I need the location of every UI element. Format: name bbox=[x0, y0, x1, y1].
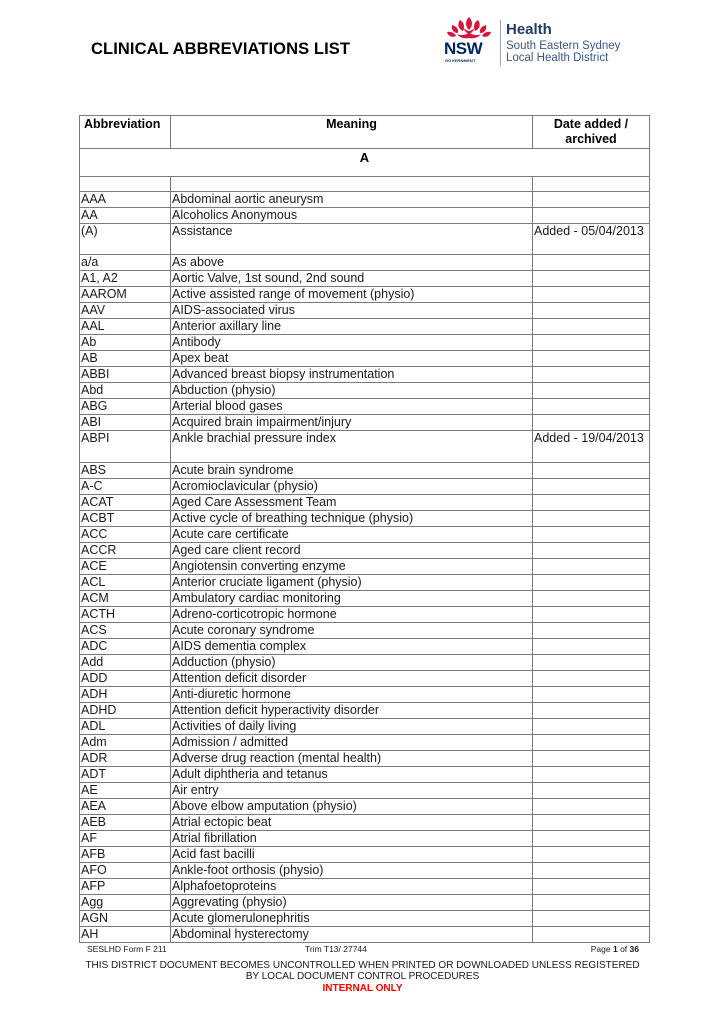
table-row bbox=[80, 335, 650, 351]
table-row bbox=[80, 494, 650, 510]
column-header-date: Date added / archived bbox=[533, 116, 650, 149]
abbreviation-cell: AF bbox=[80, 830, 171, 846]
column-header-meaning: Meaning bbox=[171, 116, 533, 149]
meaning-cell: Acquired brain impairment/injury bbox=[171, 415, 533, 431]
meaning-cell: Activities of daily living bbox=[171, 718, 533, 734]
abbreviation-cell: Add bbox=[80, 654, 171, 670]
date-cell: Added - 19/04/2013 bbox=[533, 431, 650, 462]
abbreviations-table bbox=[79, 115, 650, 943]
date-cell bbox=[533, 766, 650, 782]
date-cell bbox=[533, 526, 650, 542]
meaning-cell: Adverse drug reaction (mental health) bbox=[171, 750, 533, 766]
date-cell: Added - 05/04/2013 bbox=[533, 224, 650, 255]
date-cell bbox=[533, 415, 650, 431]
date-cell bbox=[533, 478, 650, 494]
date-cell bbox=[533, 335, 650, 351]
classification-label: INTERNAL ONLY bbox=[322, 983, 403, 994]
footer-notice-line1: THIS DISTRICT DOCUMENT BECOMES UNCONTROLLED WHEN PRINTED OR DOWNLOADED UNLESS REGISTERED bbox=[85, 960, 640, 971]
abbreviation-cell: AFP bbox=[80, 878, 171, 894]
date-cell bbox=[533, 606, 650, 622]
meaning-cell: Antibody bbox=[171, 335, 533, 351]
abbreviation-cell: AA bbox=[80, 208, 171, 224]
abbreviation-cell: ADH bbox=[80, 686, 171, 702]
date-cell bbox=[533, 287, 650, 303]
abbreviation-cell: ABS bbox=[80, 462, 171, 478]
blank-row bbox=[80, 177, 650, 192]
abbreviation-cell: Adm bbox=[80, 734, 171, 750]
table-body bbox=[80, 149, 650, 943]
table-row bbox=[80, 686, 650, 702]
table-row bbox=[80, 574, 650, 590]
blank-cell bbox=[171, 177, 533, 192]
table-row bbox=[80, 606, 650, 622]
meaning-cell: Assistance bbox=[171, 224, 533, 255]
date-cell bbox=[533, 574, 650, 590]
abbreviation-cell: AB bbox=[80, 351, 171, 367]
date-cell bbox=[533, 510, 650, 526]
date-cell bbox=[533, 830, 650, 846]
abbreviation-cell: ADR bbox=[80, 750, 171, 766]
abbreviation-cell: ABI bbox=[80, 415, 171, 431]
abbreviation-cell: ABBI bbox=[80, 367, 171, 383]
date-cell bbox=[533, 399, 650, 415]
abbreviation-cell: Abd bbox=[80, 383, 171, 399]
table-row bbox=[80, 782, 650, 798]
abbreviation-cell: A1, A2 bbox=[80, 271, 171, 287]
table-row bbox=[80, 862, 650, 878]
date-cell bbox=[533, 271, 650, 287]
meaning-cell: Anterior axillary line bbox=[171, 319, 533, 335]
footer-notice-line2: BY LOCAL DOCUMENT CONTROL PROCEDURES bbox=[245, 971, 480, 982]
table-row bbox=[80, 766, 650, 782]
abbreviation-cell: ACAT bbox=[80, 494, 171, 510]
meaning-cell: As above bbox=[171, 255, 533, 271]
abbreviation-cell: ADHD bbox=[80, 702, 171, 718]
date-cell bbox=[533, 542, 650, 558]
date-cell bbox=[533, 383, 650, 399]
table-row bbox=[80, 224, 650, 255]
meaning-cell: Adreno-corticotropic hormone bbox=[171, 606, 533, 622]
meaning-cell: Abdominal aortic aneurysm bbox=[171, 192, 533, 208]
meaning-cell: Aggrevating (physio) bbox=[171, 894, 533, 910]
table-row bbox=[80, 542, 650, 558]
table-row bbox=[80, 702, 650, 718]
table-row bbox=[80, 718, 650, 734]
abbreviation-cell: AAROM bbox=[80, 287, 171, 303]
footer-page-number bbox=[591, 944, 639, 954]
table-row bbox=[80, 638, 650, 654]
table-row bbox=[80, 510, 650, 526]
meaning-cell: Acute care certificate bbox=[171, 526, 533, 542]
date-cell bbox=[533, 654, 650, 670]
meaning-cell: Ankle brachial pressure index bbox=[171, 431, 533, 462]
meaning-cell: Acid fast bacilli bbox=[171, 846, 533, 862]
page-total: 36 bbox=[629, 944, 639, 954]
logo-government-text: GOVERNMENT bbox=[445, 58, 476, 63]
page-of: of bbox=[617, 944, 630, 954]
date-cell bbox=[533, 862, 650, 878]
date-cell bbox=[533, 351, 650, 367]
date-cell bbox=[533, 367, 650, 383]
abbreviation-cell: Ab bbox=[80, 335, 171, 351]
date-cell bbox=[533, 303, 650, 319]
meaning-cell: Abdominal hysterectomy bbox=[171, 926, 533, 942]
table-row bbox=[80, 367, 650, 383]
table-row bbox=[80, 734, 650, 750]
table-row bbox=[80, 798, 650, 814]
abbreviation-cell: AFO bbox=[80, 862, 171, 878]
table-row bbox=[80, 319, 650, 335]
section-letter: A bbox=[80, 149, 650, 177]
abbreviation-cell: AE bbox=[80, 782, 171, 798]
table-row bbox=[80, 590, 650, 606]
table-row bbox=[80, 192, 650, 208]
date-cell bbox=[533, 846, 650, 862]
page-prefix: Page bbox=[590, 944, 613, 954]
date-cell bbox=[533, 798, 650, 814]
date-cell bbox=[533, 670, 650, 686]
meaning-cell: Adduction (physio) bbox=[171, 654, 533, 670]
meaning-cell: Ambulatory cardiac monitoring bbox=[171, 590, 533, 606]
abbreviation-cell: AAL bbox=[80, 319, 171, 335]
page-current: 1 bbox=[612, 944, 618, 954]
abbreviation-cell: AEA bbox=[80, 798, 171, 814]
table-row bbox=[80, 462, 650, 478]
footer-trim-ref: Trim T13/ 27744 bbox=[305, 944, 367, 954]
meaning-cell: AIDS dementia complex bbox=[171, 638, 533, 654]
date-cell bbox=[533, 782, 650, 798]
abbreviation-cell: ABG bbox=[80, 399, 171, 415]
date-cell bbox=[533, 494, 650, 510]
date-cell bbox=[533, 718, 650, 734]
table-row bbox=[80, 622, 650, 638]
meaning-cell: Acromioclavicular (physio) bbox=[171, 478, 533, 494]
meaning-cell: Aged Care Assessment Team bbox=[171, 494, 533, 510]
abbreviation-cell: ACM bbox=[80, 590, 171, 606]
meaning-cell: Anti-diuretic hormone bbox=[171, 686, 533, 702]
abbreviation-cell: ACE bbox=[80, 558, 171, 574]
date-cell bbox=[533, 208, 650, 224]
meaning-cell: Aortic Valve, 1st sound, 2nd sound bbox=[171, 271, 533, 287]
date-cell bbox=[533, 878, 650, 894]
meaning-cell: Attention deficit disorder bbox=[171, 670, 533, 686]
meaning-cell: Angiotensin converting enzyme bbox=[171, 558, 533, 574]
abbreviation-cell: AFB bbox=[80, 846, 171, 862]
abbreviation-cell: AGN bbox=[80, 910, 171, 926]
logo-health-text: Health bbox=[506, 21, 552, 38]
abbreviation-cell: ACS bbox=[80, 622, 171, 638]
table-row bbox=[80, 670, 650, 686]
table-row bbox=[80, 415, 650, 431]
meaning-cell: Admission / admitted bbox=[171, 734, 533, 750]
meaning-cell: Active cycle of breathing technique (physio) bbox=[171, 510, 533, 526]
date-cell bbox=[533, 910, 650, 926]
table-header-row bbox=[80, 116, 650, 149]
footer-form-id: SESLHD Form F 211 bbox=[87, 944, 167, 954]
date-cell bbox=[533, 558, 650, 574]
abbreviation-cell: ACCR bbox=[80, 542, 171, 558]
table-row bbox=[80, 830, 650, 846]
table-row bbox=[80, 255, 650, 271]
meaning-cell: Alcoholics Anonymous bbox=[171, 208, 533, 224]
abbreviation-cell: ACTH bbox=[80, 606, 171, 622]
date-cell bbox=[533, 702, 650, 718]
table-row bbox=[80, 558, 650, 574]
date-cell bbox=[533, 319, 650, 335]
date-cell bbox=[533, 255, 650, 271]
date-cell bbox=[533, 462, 650, 478]
table-row bbox=[80, 303, 650, 319]
meaning-cell: Arterial blood gases bbox=[171, 399, 533, 415]
table-row bbox=[80, 526, 650, 542]
meaning-cell: Abduction (physio) bbox=[171, 383, 533, 399]
abbreviation-cell: A-C bbox=[80, 478, 171, 494]
logo-nsw-text: NSW bbox=[444, 39, 483, 58]
abbreviation-cell: ADD bbox=[80, 670, 171, 686]
table-row bbox=[80, 878, 650, 894]
table-row bbox=[80, 478, 650, 494]
table-row bbox=[80, 814, 650, 830]
abbreviation-cell: AEB bbox=[80, 814, 171, 830]
table-row bbox=[80, 208, 650, 224]
page-title: CLINICAL ABBREVIATIONS LIST bbox=[91, 40, 351, 58]
abbreviation-cell: Agg bbox=[80, 894, 171, 910]
date-cell bbox=[533, 814, 650, 830]
section-letter-row bbox=[80, 149, 650, 177]
date-cell bbox=[533, 750, 650, 766]
meaning-cell: Aged care client record bbox=[171, 542, 533, 558]
meaning-cell: Atrial fibrillation bbox=[171, 830, 533, 846]
meaning-cell: Atrial ectopic beat bbox=[171, 814, 533, 830]
logo-district-line1: South Eastern Sydney bbox=[506, 40, 621, 52]
abbreviation-cell: AAA bbox=[80, 192, 171, 208]
date-cell bbox=[533, 926, 650, 942]
meaning-cell: Apex beat bbox=[171, 351, 533, 367]
meaning-cell: Alphafoetoproteins bbox=[171, 878, 533, 894]
meaning-cell: Active assisted range of movement (physio) bbox=[171, 287, 533, 303]
nsw-health-logo bbox=[443, 14, 643, 70]
meaning-cell: Acute glomerulonephritis bbox=[171, 910, 533, 926]
table-row bbox=[80, 351, 650, 367]
logo-district-line2: Local Health District bbox=[506, 52, 609, 64]
date-cell bbox=[533, 686, 650, 702]
abbreviation-cell: ACBT bbox=[80, 510, 171, 526]
column-header-abbreviation: Abbreviation bbox=[80, 116, 171, 149]
abbreviation-cell: ADC bbox=[80, 638, 171, 654]
table-row bbox=[80, 287, 650, 303]
date-cell bbox=[533, 622, 650, 638]
meaning-cell: Acute coronary syndrome bbox=[171, 622, 533, 638]
logo-divider bbox=[500, 20, 501, 66]
table-row bbox=[80, 431, 650, 462]
table-row bbox=[80, 654, 650, 670]
abbreviation-cell: (A) bbox=[80, 224, 171, 255]
table-row bbox=[80, 399, 650, 415]
blank-cell bbox=[80, 177, 171, 192]
date-cell bbox=[533, 894, 650, 910]
abbreviation-cell: ACL bbox=[80, 574, 171, 590]
meaning-cell: Attention deficit hyperactivity disorder bbox=[171, 702, 533, 718]
table-row bbox=[80, 271, 650, 287]
abbreviation-cell: ABPI bbox=[80, 431, 171, 462]
date-cell bbox=[533, 638, 650, 654]
table-row bbox=[80, 926, 650, 942]
table-row bbox=[80, 383, 650, 399]
abbreviation-cell: AH bbox=[80, 926, 171, 942]
date-cell bbox=[533, 734, 650, 750]
abbreviation-cell: AAV bbox=[80, 303, 171, 319]
table-row bbox=[80, 750, 650, 766]
blank-cell bbox=[533, 177, 650, 192]
table-row bbox=[80, 894, 650, 910]
meaning-cell: Anterior cruciate ligament (physio) bbox=[171, 574, 533, 590]
date-cell bbox=[533, 590, 650, 606]
meaning-cell: Above elbow amputation (physio) bbox=[171, 798, 533, 814]
meaning-cell: Adult diphtheria and tetanus bbox=[171, 766, 533, 782]
abbreviation-cell: ACC bbox=[80, 526, 171, 542]
abbreviation-cell: ADT bbox=[80, 766, 171, 782]
meaning-cell: AIDS-associated virus bbox=[171, 303, 533, 319]
meaning-cell: Advanced breast biopsy instrumentation bbox=[171, 367, 533, 383]
meaning-cell: Ankle-foot orthosis (physio) bbox=[171, 862, 533, 878]
meaning-cell: Acute brain syndrome bbox=[171, 462, 533, 478]
abbreviation-cell: a/a bbox=[80, 255, 171, 271]
table-row bbox=[80, 910, 650, 926]
abbreviation-cell: ADL bbox=[80, 718, 171, 734]
meaning-cell: Air entry bbox=[171, 782, 533, 798]
table-row bbox=[80, 846, 650, 862]
date-cell bbox=[533, 192, 650, 208]
